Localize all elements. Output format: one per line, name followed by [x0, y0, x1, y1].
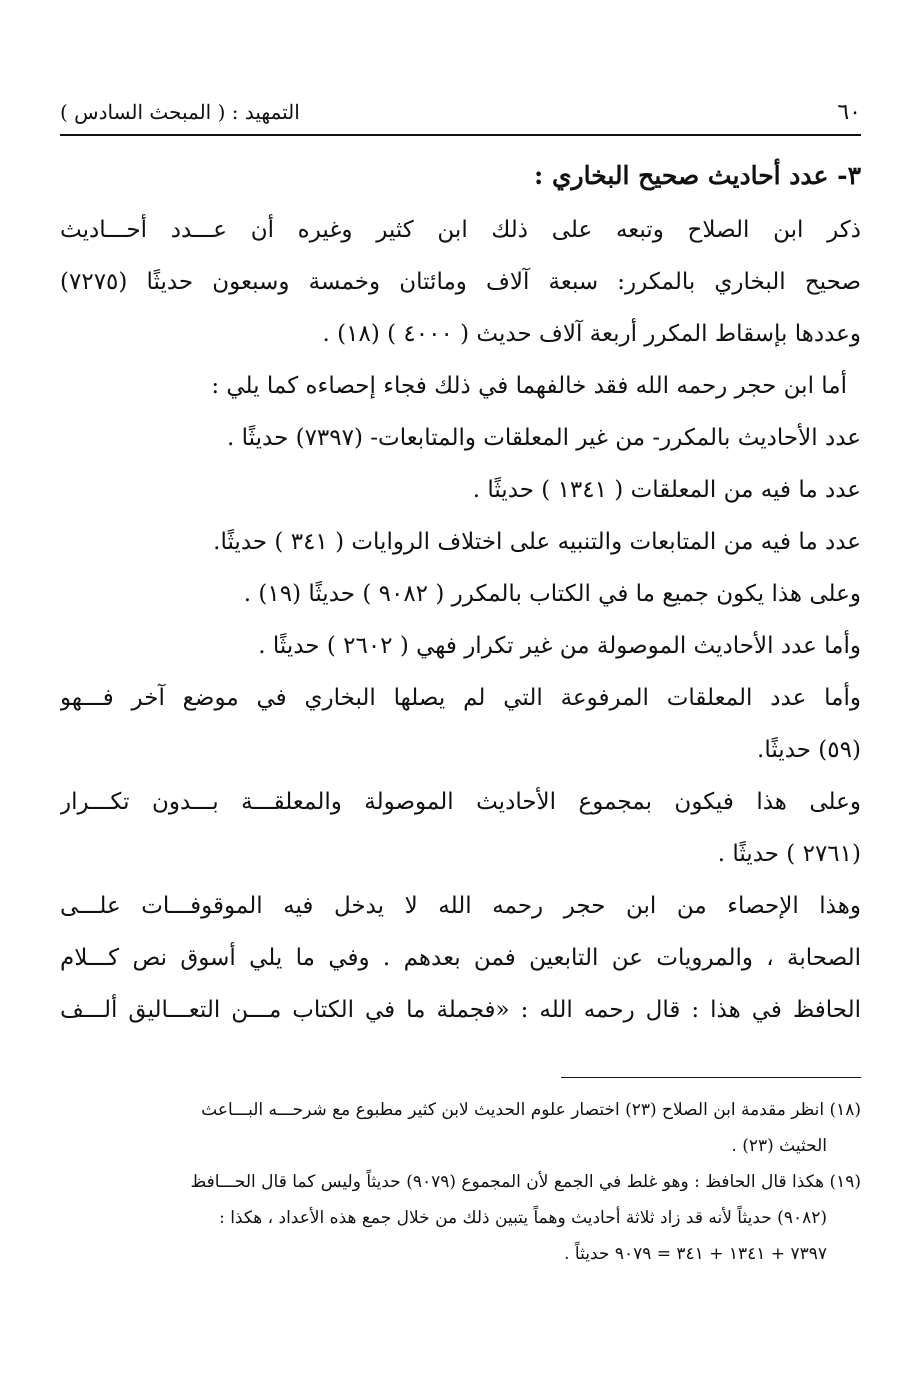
paragraph-line: (٥٩) حديثًا.: [757, 737, 861, 763]
header-rule: [60, 134, 861, 136]
running-header: [60, 92, 861, 132]
paragraph-line: وعلى هذا يكون جميع ما في الكتاب بالمكرر ( ٩٠٨٢ ) حديثًا (١٩) .: [243, 581, 861, 607]
paragraph-line: ذكر ابن الصلاح وتبعه على ذلك ابن كثير وغيره أن عـــدد أحـــاديث: [60, 217, 861, 243]
paragraph-line: أما ابن حجر رحمه الله فقد خالفهما في ذلك فجاء إحصاءه كما يلي :: [211, 373, 847, 399]
paragraph-line: وأما عدد المعلقات المرفوعة التي لم يصلها البخاري في موضع آخر فـــهو: [60, 685, 861, 711]
paragraph-line: وعددها بإسقاط المكرر أربعة آلاف حديث ( ٤٠٠٠ ) (١٨) .: [322, 321, 861, 347]
footnote-line: (٩٠٨٢) حديثاً لأنه قد زاد ثلاثة أحاديث وهماً يتبين ذلك من خلال جمع هذه الأعداد ، هكذا :: [219, 1208, 827, 1228]
footnote-separator: [561, 1077, 861, 1078]
paragraph-line: وعلى هذا فيكون بمجموع الأحاديث الموصولة والمعلقـــة بـــدون تكـــرار: [60, 789, 861, 815]
paragraph-line: الصحابة ، والمرويات عن التابعين فمن بعدهم . وفي ما يلي أسوق نص كـــلام: [60, 945, 861, 971]
footnote-line: (١٨) انظر مقدمة ابن الصلاح (٢٣) اختصار علوم الحديث لابن كثير مطبوع مع شرحـــه البـــاعث: [201, 1100, 861, 1120]
paragraph-line: عدد ما فيه من المتابعات والتنبيه على اختلاف الروايات ( ٣٤١ ) حديثًا.: [213, 529, 861, 555]
paragraph-line: وهذا الإحصاء من ابن حجر رحمه الله لا يدخل فيه الموقوفـــات علـــى: [60, 893, 861, 919]
body-text: [60, 148, 861, 1036]
section-heading: ٣- عدد أحاديث صحيح البخاري :: [534, 161, 861, 190]
page-number: ٦٠: [837, 99, 861, 125]
paragraph-line: عدد الأحاديث بالمكرر- من غير المعلقات والمتابعات- (٧٣٩٧) حديثًا .: [227, 425, 861, 451]
paragraph-line: وأما عدد الأحاديث الموصولة من غير تكرار فهي ( ٢٦٠٢ ) حديثًا .: [258, 633, 861, 659]
paragraph-line: (٢٧٦١ ) حديثًا .: [717, 841, 861, 867]
footnote-line: الحثيث (٢٣) .: [731, 1136, 827, 1156]
paragraph-line: الحافظ في هذا : قال رحمه الله : «فجملة ما في الكتاب مـــن التعـــاليق ألـــف: [60, 997, 861, 1023]
paragraph-line: عدد ما فيه من المعلقات ( ١٣٤١ ) حديثًا .: [472, 477, 861, 503]
footnote-line: ٧٣٩٧ + ١٣٤١ + ٣٤١ = ٩٠٧٩ حديثاً .: [564, 1244, 827, 1264]
paragraph-line: صحيح البخاري بالمكرر: سبعة آلاف ومائتان وخمسة وسبعون حديثًا (٧٢٧٥): [60, 269, 861, 295]
running-title: التمهيد : ( المبحث السادس ): [60, 100, 300, 124]
footnotes: [60, 1092, 861, 1272]
footnote-line: (١٩) هكذا قال الحافظ : وهو غلط في الجمع لأن المجموع (٩٠٧٩) حديثاً وليس كما قال الحـــافظ: [190, 1172, 861, 1192]
